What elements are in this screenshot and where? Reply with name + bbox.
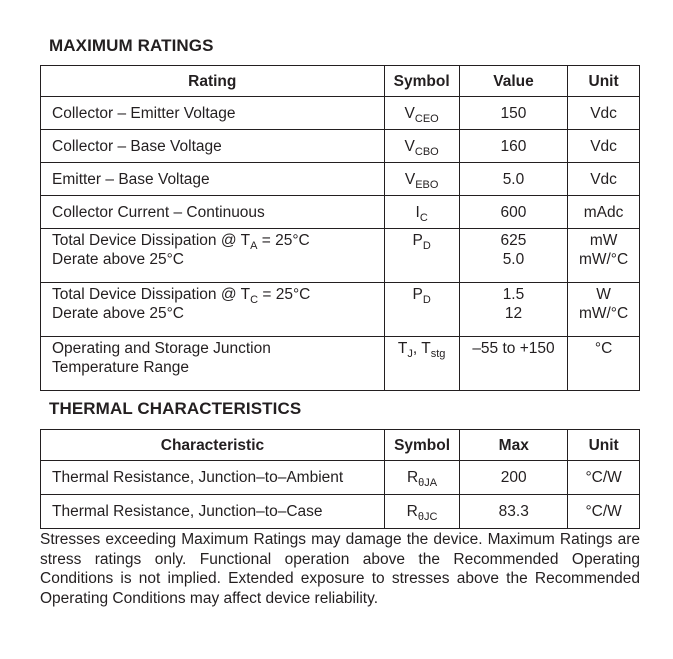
symbol-base: T: [397, 340, 408, 357]
symbol-cell: [384, 130, 459, 163]
rating-line-2: Temperature Range: [52, 359, 189, 376]
rating-line-2: Derate above 25°C: [52, 305, 184, 322]
unit-cell: Vdc: [568, 97, 640, 130]
symbol-subscript-2: stg: [430, 348, 446, 360]
rating-cell: Collector Current – Continuous: [41, 196, 385, 229]
characteristic-cell: Thermal Resistance, Junction–to–Case: [41, 495, 385, 529]
header-unit: Unit: [568, 430, 640, 461]
table-row: [41, 229, 640, 283]
symbol-base: V: [404, 104, 415, 122]
table-row: [41, 196, 640, 229]
rating-line-2: Derate above 25°C: [52, 251, 184, 268]
symbol-subscript: D: [422, 294, 431, 306]
table-row: [41, 283, 640, 337]
symbol-cell: [384, 283, 459, 337]
value-line-2: 5.0: [502, 251, 525, 268]
header-symbol: Symbol: [384, 66, 459, 97]
symbol-base: I: [415, 203, 420, 221]
header-characteristic: Characteristic: [41, 430, 385, 461]
symbol-cell: [384, 163, 459, 196]
symbol-cell: [384, 229, 459, 283]
table-row: [41, 337, 640, 391]
symbol-cell: [384, 495, 459, 529]
table-row: [41, 130, 640, 163]
value-cell: [459, 229, 567, 283]
symbol-base: R: [406, 469, 419, 486]
symbol-subscript: EBO: [415, 178, 439, 191]
symbol-cell: [384, 337, 459, 391]
symbol-subscript: θJA: [418, 477, 438, 489]
unit-cell: °C/W: [568, 461, 640, 495]
rating-cell: Emitter – Base Voltage: [41, 163, 385, 196]
symbol-base: P: [412, 232, 423, 249]
symbol-subscript: CBO: [414, 145, 439, 158]
unit-cell: [568, 283, 640, 337]
rating-line-1: [52, 231, 384, 250]
rating-subscript: C: [250, 294, 259, 306]
max-cell: 200: [460, 461, 568, 495]
rating-text: Total Device Dissipation @ T: [52, 286, 251, 303]
symbol-subscript: C: [419, 211, 428, 224]
rating-line-1: Operating and Storage Junction: [52, 340, 271, 357]
header-max: Max: [460, 430, 568, 461]
value-line-1: 625: [500, 232, 527, 249]
header-unit: Unit: [568, 66, 640, 97]
unit-cell: mAdc: [568, 196, 640, 229]
unit-line-1: mW: [589, 232, 618, 249]
value-cell: [459, 283, 567, 337]
rating-line-1: [52, 285, 384, 304]
symbol-cell: [384, 461, 459, 495]
unit-line-2: mW/°C: [578, 305, 629, 322]
table-header-row: [41, 66, 640, 97]
header-symbol: Symbol: [384, 430, 459, 461]
unit-line-2: mW/°C: [578, 251, 629, 268]
rating-cell: [41, 283, 385, 337]
symbol-separator: , T: [412, 340, 431, 357]
unit-line-1: W: [596, 286, 611, 303]
characteristic-cell: Thermal Resistance, Junction–to–Ambient: [41, 461, 385, 495]
value-cell: –55 to +150: [459, 337, 567, 391]
table-row: [41, 97, 640, 130]
symbol-base: V: [404, 137, 415, 155]
symbol-base: R: [406, 503, 418, 520]
thermal-table: [40, 429, 640, 529]
symbol-subscript: CEO: [414, 112, 439, 125]
table-row: [41, 495, 640, 529]
table-row: [41, 163, 640, 196]
table-row: [41, 461, 640, 495]
symbol-subscript: J: [407, 348, 413, 360]
rating-cell: Collector – Base Voltage: [41, 130, 385, 163]
value-line-2: 12: [504, 305, 523, 322]
unit-cell: Vdc: [568, 130, 640, 163]
table-header-row: [41, 430, 640, 461]
max-cell: 83.3: [460, 495, 568, 529]
value-cell: 160: [459, 130, 567, 163]
unit-cell: °C/W: [568, 495, 640, 529]
symbol-subscript: D: [422, 240, 431, 252]
unit-cell: °C: [568, 337, 640, 391]
value-cell: 600: [459, 196, 567, 229]
symbol-cell: [384, 196, 459, 229]
symbol-base: P: [412, 286, 423, 303]
stress-note: Stresses exceeding Maximum Ratings may damage the device. Maximum Ratings are stress ratings only. Functional operation above the Recommended Operating Conditions is not implied. Extended exposure to stresses above the Recommended Operating Conditions may affect device reliability.: [40, 531, 640, 607]
symbol-base: V: [404, 170, 416, 188]
symbol-cell: [384, 97, 459, 130]
header-value: Value: [459, 66, 567, 97]
rating-cell: [41, 229, 385, 283]
unit-cell: [568, 229, 640, 283]
rating-text: Total Device Dissipation @ T: [52, 232, 251, 249]
symbol-subscript: θJC: [417, 511, 438, 523]
unit-cell: Vdc: [568, 163, 640, 196]
rating-cell: Collector – Emitter Voltage: [41, 97, 385, 130]
value-cell: 150: [459, 97, 567, 130]
rating-subscript: A: [250, 240, 258, 252]
max-ratings-table: [40, 65, 640, 391]
rating-text-post: = 25°C: [257, 232, 310, 249]
value-line-1: 1.5: [502, 286, 525, 303]
max-ratings-title: MAXIMUM RATINGS: [49, 36, 214, 55]
rating-cell: [41, 337, 385, 391]
value-cell: 5.0: [459, 163, 567, 196]
header-rating: Rating: [41, 66, 385, 97]
rating-text-post: = 25°C: [258, 286, 311, 303]
thermal-title: THERMAL CHARACTERISTICS: [49, 399, 302, 418]
